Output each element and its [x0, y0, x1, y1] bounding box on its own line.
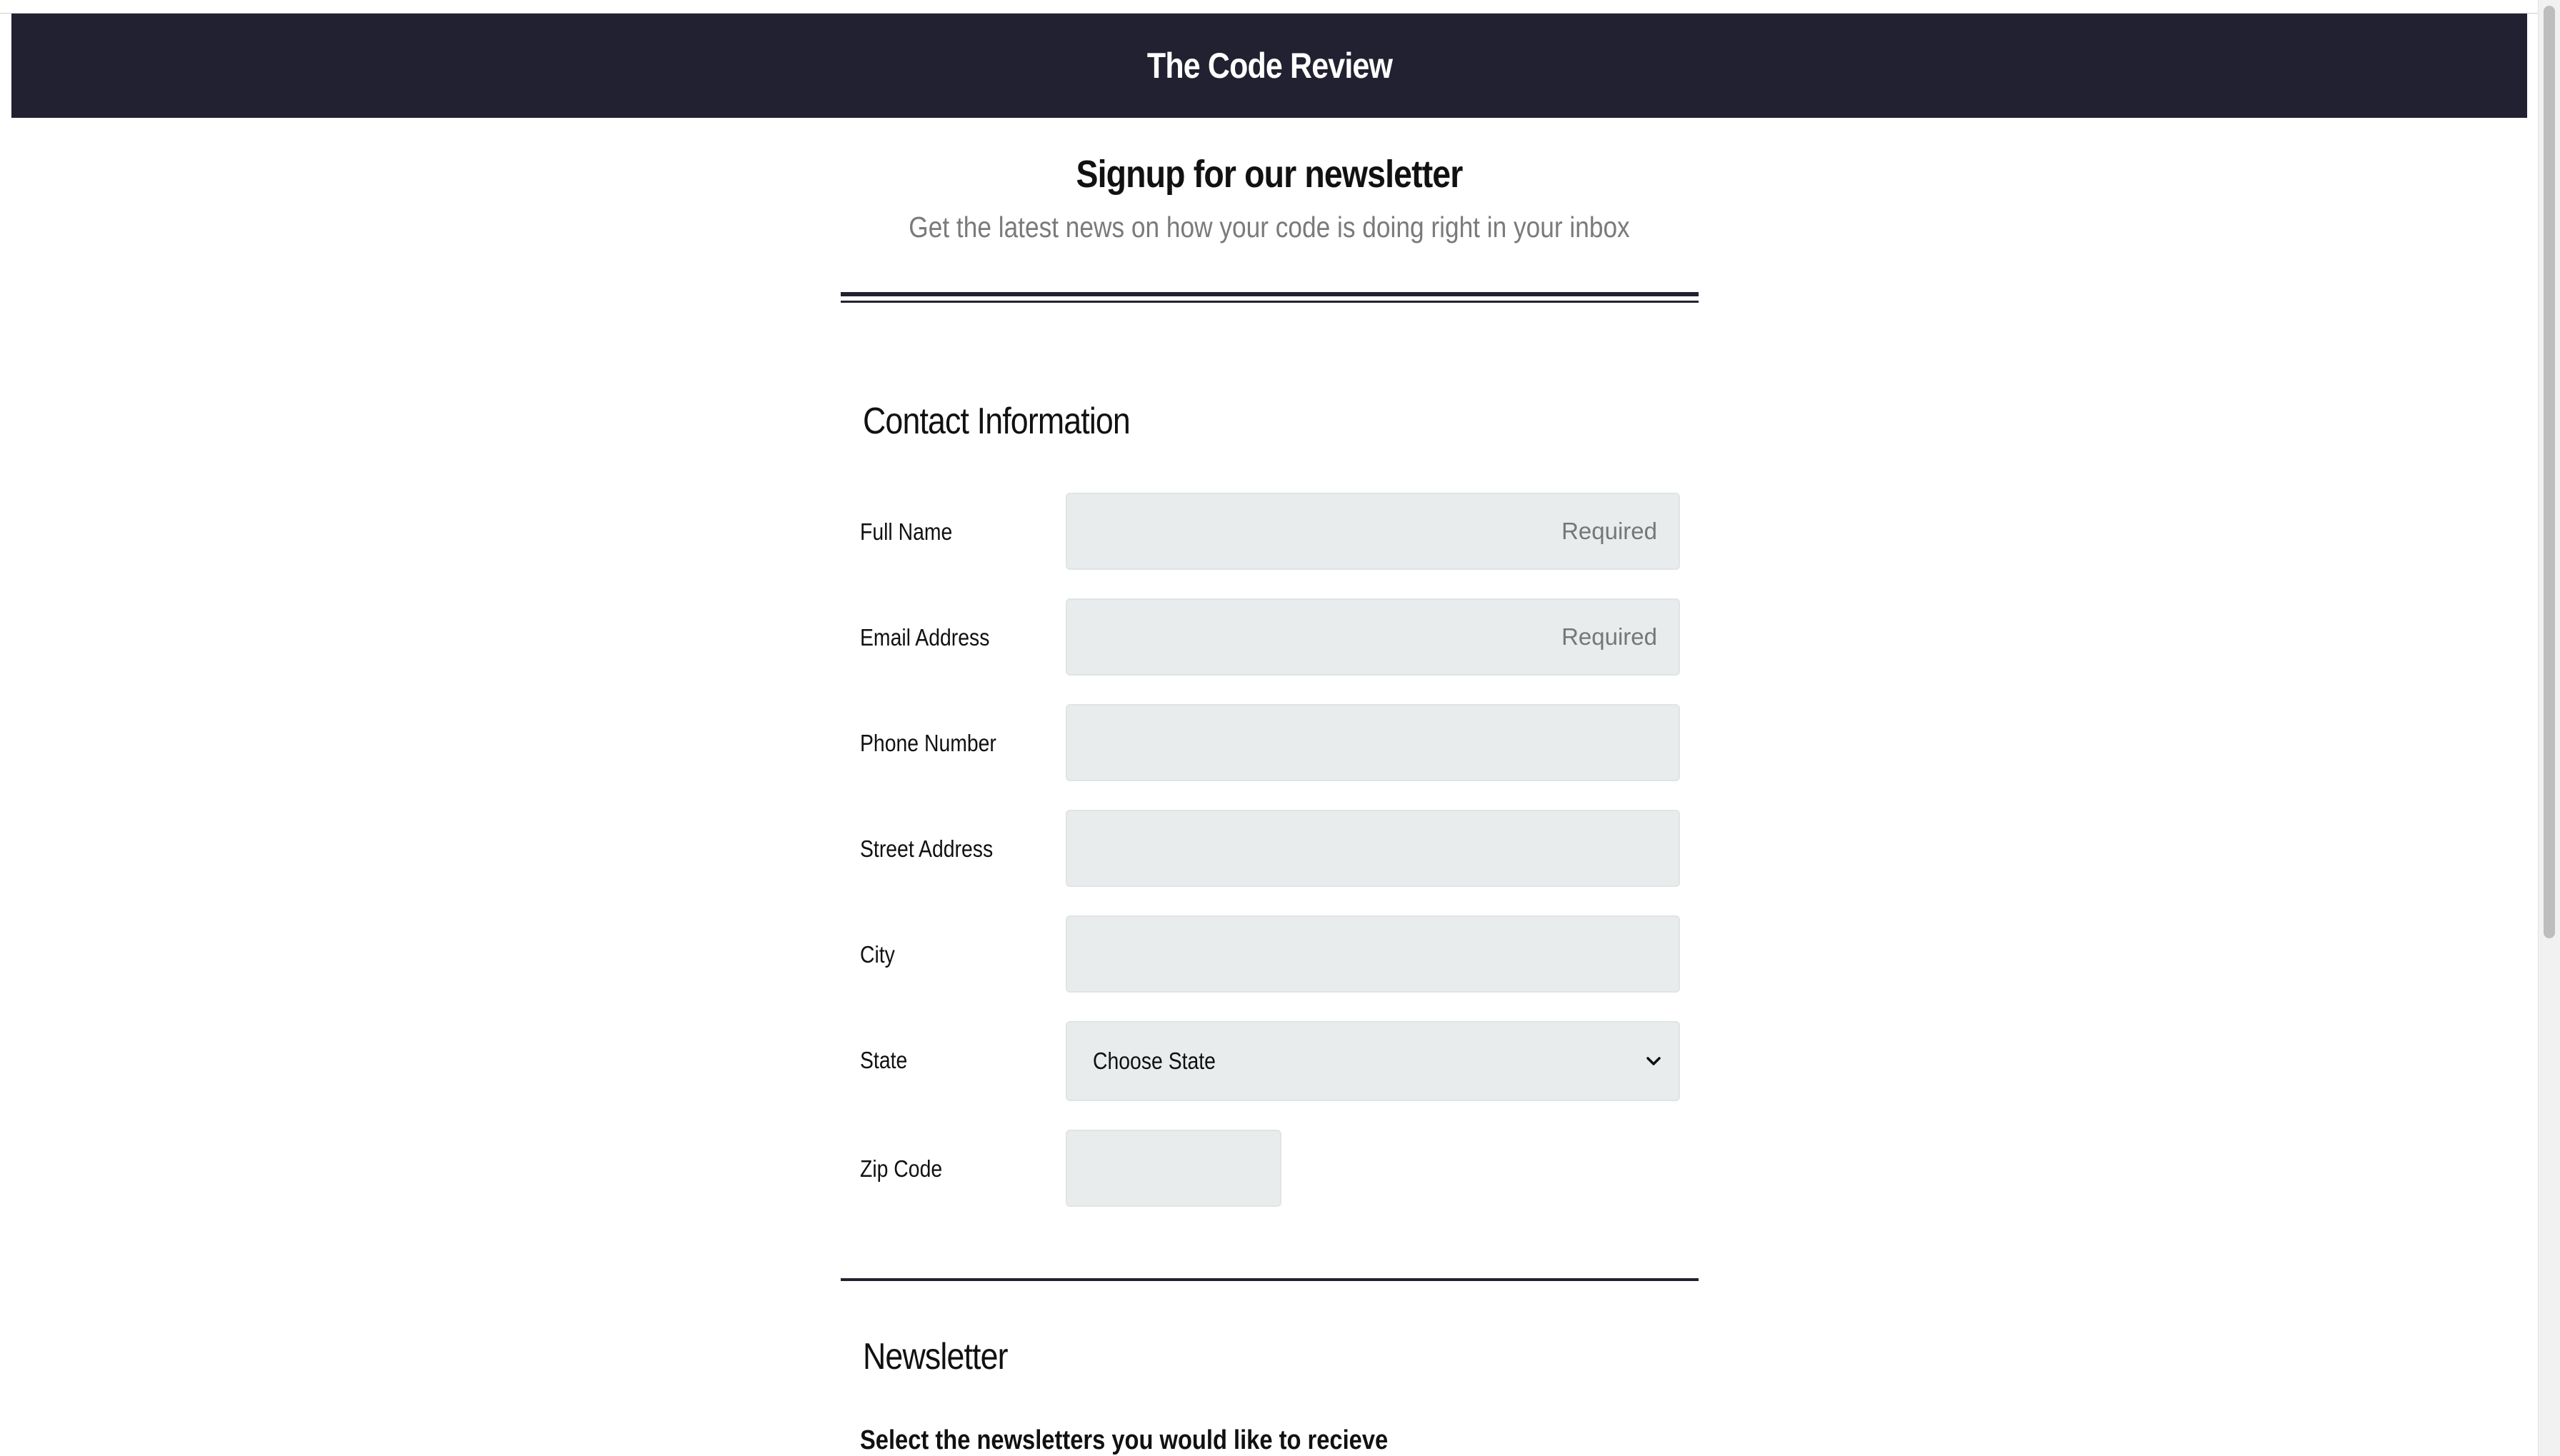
site-title: The Code Review	[1146, 46, 1392, 86]
phone-input[interactable]	[1066, 704, 1680, 781]
zip-input[interactable]	[1066, 1130, 1281, 1207]
phone-label: Phone Number	[860, 730, 996, 756]
double-divider	[841, 292, 1699, 303]
email-input[interactable]	[1066, 598, 1680, 676]
vertical-scrollbar[interactable]	[2538, 0, 2560, 1456]
full-name-input[interactable]	[1066, 493, 1680, 570]
city-input[interactable]	[1066, 915, 1680, 993]
chevron-down-icon	[1646, 1053, 1661, 1069]
intro-section	[840, 143, 1699, 248]
scrollbar-thumb[interactable]	[2544, 6, 2555, 938]
phone-row	[860, 704, 1680, 783]
state-selected-value: Choose State	[1093, 1048, 1216, 1074]
zip-label: Zip Code	[860, 1155, 943, 1182]
newsletter-prompt: Select the newsletters you would like to recieve	[860, 1425, 1389, 1455]
page-subtitle: Get the latest news on how your code is doing right in your inbox	[909, 211, 1630, 243]
newsletter-section-title: Newsletter	[863, 1336, 1008, 1377]
full-name-row	[860, 493, 1680, 571]
section-divider	[841, 1278, 1699, 1281]
street-row	[860, 810, 1680, 888]
city-label: City	[860, 941, 895, 968]
street-input[interactable]	[1066, 810, 1680, 887]
state-row	[860, 1021, 1680, 1100]
state-select[interactable]	[1066, 1021, 1680, 1101]
email-label: Email Address	[860, 624, 990, 651]
state-label: State	[860, 1047, 908, 1073]
email-row	[860, 598, 1680, 677]
contact-section-title: Contact Information	[863, 401, 1130, 442]
site-header	[11, 14, 2527, 118]
city-row	[860, 915, 1680, 994]
full-name-label: Full Name	[860, 518, 953, 545]
browser-top-strip	[0, 0, 2539, 14]
street-label: Street Address	[860, 835, 994, 862]
zip-row	[860, 1130, 1680, 1208]
page-title: Signup for our newsletter	[1076, 153, 1463, 196]
